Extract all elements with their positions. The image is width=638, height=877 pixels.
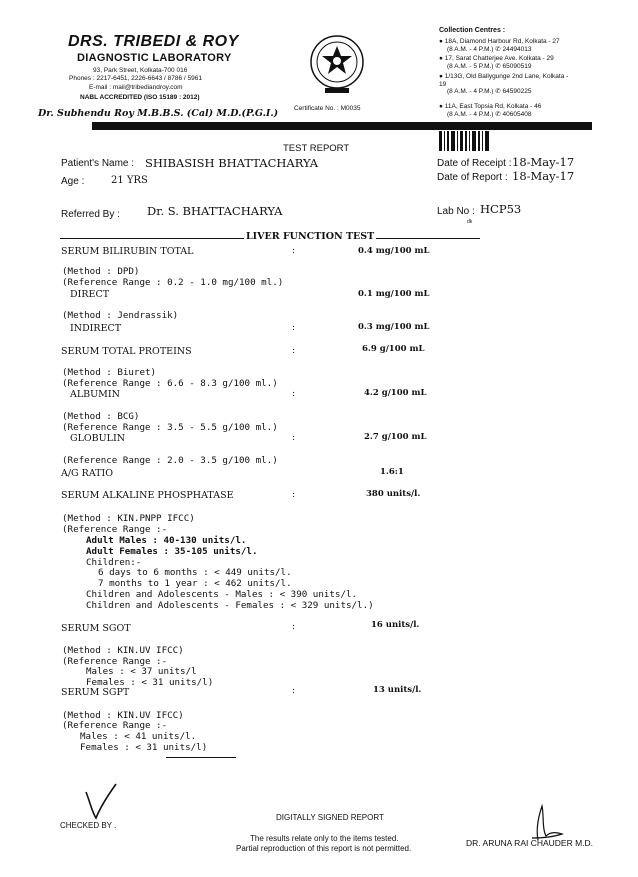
collection-heading: Collection Centres : <box>439 27 506 34</box>
test-method: (Method : Jendrassik) <box>62 310 179 321</box>
test-method: (Method : BCG) <box>62 411 140 422</box>
test-reference-range: (Reference Range :- <box>62 720 168 731</box>
test-value: 13 units/l. <box>373 685 422 695</box>
test-method: (Method : DPD) <box>62 266 140 277</box>
centre-address: 17, Sarat Chatterjee Ave. Kolkata - 29 <box>444 55 554 62</box>
operator-initials: dk <box>467 219 473 225</box>
reference-line: Children and Adolescents - Females : < 329 units/l.) <box>86 600 374 611</box>
test-value: 0.4 mg/100 mL <box>358 246 430 256</box>
age-label: Age : <box>61 176 85 187</box>
test-reference-range: (Reference Range : 2.0 - 3.5 g/100 ml.) <box>62 455 278 466</box>
test-reference-range: (Reference Range : 0.2 - 1.0 mg/100 ml.) <box>62 277 284 288</box>
signatory-name: DR. ARUNA RAI CHAUDER M.D. <box>466 838 594 848</box>
test-value: 4.2 g/100 mL <box>364 388 427 398</box>
reference-line: 6 days to 6 months : < 449 units/l. <box>98 567 292 578</box>
collection-centre-4: ● 11A, East Topsia Rd, Kolkata - 46 (8 A.M. - 4 P.M.) ✆ 40605408 <box>439 103 542 118</box>
patient-age: 21 YRS <box>111 175 148 186</box>
reference-line: Females : < 31 units/l) <box>86 677 214 688</box>
test-value: 0.3 mg/100 mL <box>358 322 430 332</box>
reference-line: Females : < 31 units/l) <box>80 742 208 753</box>
collection-centre-1: ● 18A, Diamond Harbour Rd, Kolkata - 27 (8 A.M. - 4 P.M.) ✆ 24494013 <box>439 38 560 53</box>
centre-hours: (8 A.M. - 5 P.M.) ✆ 65090519 <box>447 62 532 70</box>
test-value: 0.1 mg/100 mL <box>358 289 430 299</box>
reference-line: Males : < 37 units/l <box>86 666 197 677</box>
centre-address: 18A, Diamond Harbour Rd, Kolkata - 27 <box>444 38 560 45</box>
test-label: SERUM SGOT <box>61 623 131 634</box>
test-label: SERUM SGPT <box>61 687 130 698</box>
collection-centre-3: ● 1/13G, Old Ballygunge 2nd Lane, Kolkata - 19 (8 A.M. - 4 P.M.) ✆ 64590225 <box>439 73 574 96</box>
receipt-date: 18-May-17 <box>512 155 575 169</box>
centre-hours: (8 A.M. - 4 P.M.) ✆ 40605408 <box>447 110 532 118</box>
centre-address: 1/13G, Old Ballygunge 2nd Lane, Kolkata - 19 <box>439 73 569 88</box>
test-label: A/G RATIO <box>61 468 114 479</box>
lab-number-label: Lab No : <box>437 206 475 217</box>
test-label: SERUM TOTAL PROTEINS <box>61 346 192 357</box>
disclaimer-line-2: Partial reproduction of this report is not permitted. <box>236 844 412 853</box>
test-method: (Method : Biuret) <box>62 367 157 378</box>
referred-by: Dr. S. BHATTACHARYA <box>147 204 283 218</box>
test-label: INDIRECT <box>70 323 122 334</box>
lab-subtitle: DIAGNOSTIC LABORATORY <box>77 52 232 64</box>
test-label: SERUM ALKALINE PHOSPHATASE <box>61 490 234 501</box>
test-reference-range: (Reference Range : 6.6 - 8.3 g/100 ml.) <box>62 378 278 389</box>
end-rule <box>166 757 236 758</box>
disclaimer-line-1: The results relate only to the items tested. <box>250 834 399 843</box>
test-reference-range: (Reference Range :- <box>62 524 168 535</box>
patient-name-label: Patient's Name : <box>61 158 135 169</box>
test-value: 1.6:1 <box>380 467 404 477</box>
report-heading: TEST REPORT <box>283 143 350 154</box>
lab-seal-logo <box>308 34 366 98</box>
checked-by-label: CHECKED BY . <box>60 821 117 830</box>
lab-number: HCP53 <box>480 202 522 216</box>
test-label: GLOBULIN <box>70 433 126 444</box>
certificate-number: Certificate No. : M0035 <box>294 105 361 112</box>
centre-hours: (8 A.M. - 4 P.M.) ✆ 64590225 <box>447 88 532 95</box>
report-date-label: Date of Report : <box>437 172 508 183</box>
receipt-date-label: Date of Receipt : <box>437 158 512 169</box>
referred-by-label: Referred By : <box>61 209 120 220</box>
test-label: SERUM BILIRUBIN TOTAL <box>61 246 194 257</box>
lab-doctor: Dr. Subhendu Roy M.B.B.S. (Cal) M.D.(P.G.I.) <box>38 108 279 119</box>
centre-hours: (8 A.M. - 4 P.M.) ✆ 24494013 <box>447 45 532 53</box>
collection-centre-2: ● 17, Sarat Chatterjee Ave. Kolkata - 29 (8 A.M. - 5 P.M.) ✆ 65090519 <box>439 55 554 70</box>
report-date: 18-May-17 <box>512 169 575 183</box>
test-reference-range: (Reference Range :- <box>62 656 168 667</box>
lab-name: DRS. TRIBEDI & ROY <box>68 33 239 50</box>
test-method: (Method : KIN.UV IFCC) <box>62 710 184 721</box>
test-value: 380 units/l. <box>366 489 421 499</box>
test-reference-range: (Reference Range : 3.5 - 5.5 g/100 ml.) <box>62 422 278 433</box>
test-value: 2.7 g/100 mL <box>364 432 427 442</box>
digitally-signed-label: DIGITALLY SIGNED REPORT <box>276 813 384 822</box>
test-label: DIRECT <box>70 289 110 300</box>
test-method: (Method : KIN.PNPP IFCC) <box>62 513 195 524</box>
test-label: ALBUMIN <box>70 389 120 400</box>
lab-nabl: NABL ACCREDITED (ISO 15189 : 2012) <box>80 94 200 101</box>
reference-line: Adult Females : 35-105 units/l. <box>86 546 258 557</box>
header-divider-bar <box>92 122 592 130</box>
centre-address: 11A, East Topsia Rd, Kolkata - 46 <box>444 103 542 110</box>
reference-line: Males : < 41 units/l. <box>80 731 197 742</box>
lab-phones: Phones : 2217-6451, 2226-6643 / 8786 / 5961 <box>69 75 202 82</box>
reference-line: 7 months to 1 year : < 462 units/l. <box>98 578 292 589</box>
test-value: 16 units/l. <box>371 620 420 630</box>
section-heading: LIVER FUNCTION TEST <box>246 231 375 242</box>
barcode-icon <box>439 131 489 151</box>
test-value: 6.9 g/100 mL <box>362 344 425 354</box>
reference-line: Children:- <box>86 557 142 568</box>
test-method: (Method : KIN.UV IFCC) <box>62 645 184 656</box>
lab-email: E-mail : mail@tribediandroy.com <box>89 84 183 91</box>
lab-address: 93, Park Street, Kolkata-700 016 <box>93 67 188 74</box>
checker-signature-icon <box>78 778 123 823</box>
patient-name: SHIBASISH BHATTACHARYA <box>145 156 319 170</box>
reference-line: Adult Males : 40-130 units/l. <box>86 535 247 546</box>
reference-line: Children and Adolescents - Males : < 390 units/l. <box>86 589 358 600</box>
